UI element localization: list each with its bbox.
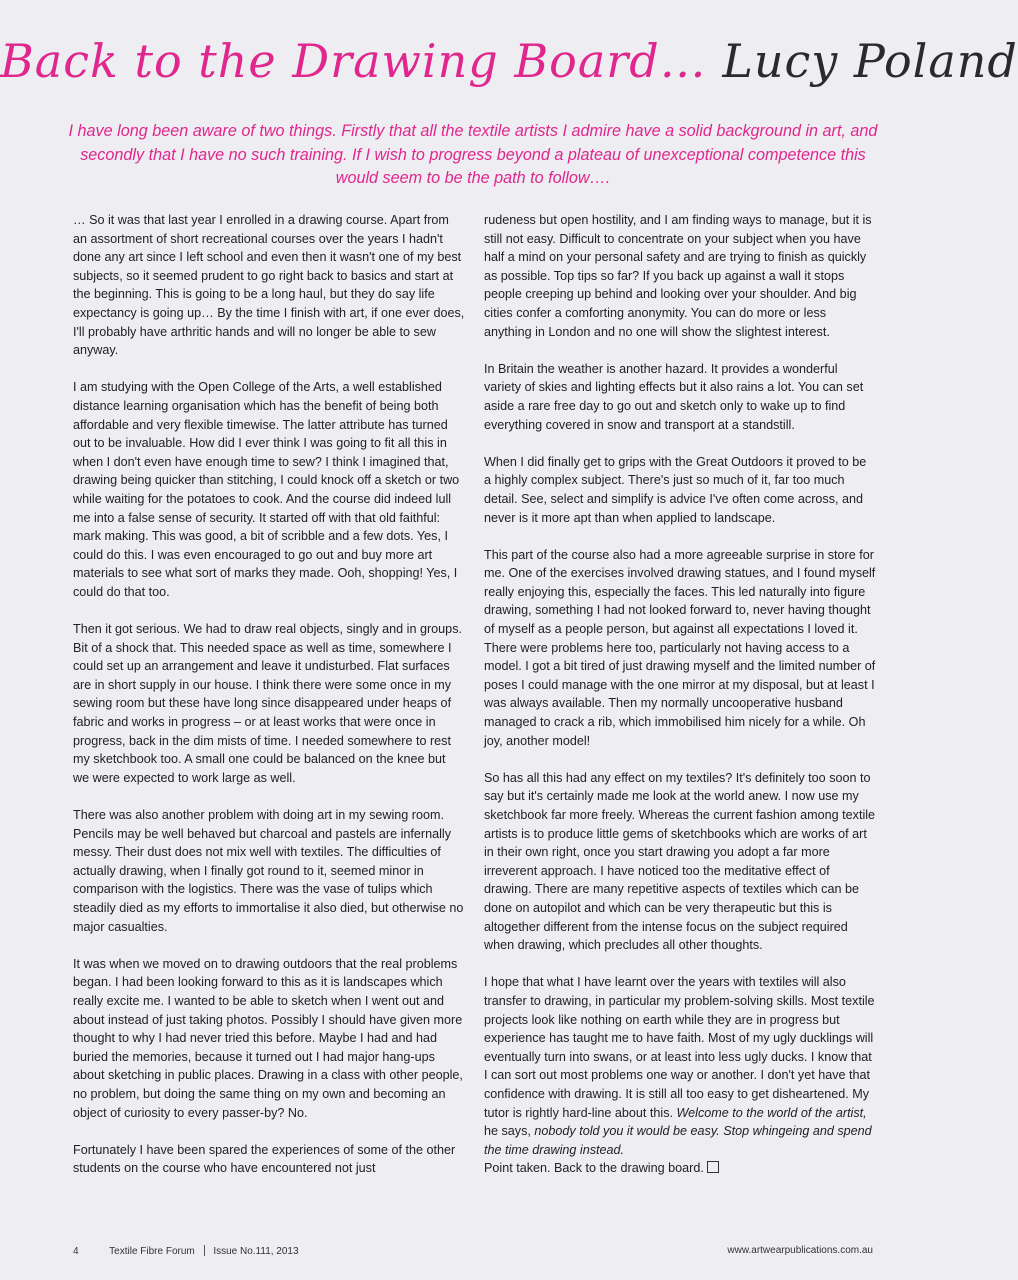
paragraph: In Britain the weather is another hazard. It provides a wonderful variety of skies and lighting effects but it also rains a lot. You can set aside a rare free day to go out and sketch only to wake up to find everything covered in snow and transport at a standstill. [484,361,864,432]
paragraph: When I did finally get to grips with the Great Outdoors it proved to be a highly complex subject. There's just so much of it, far too much detail. See, select and simplify is advice I've often come across, and never is it more apt than when applied to landscape. [484,454,867,525]
paragraph: There was also another problem with doing art in my sewing room. Pencils may be well behaved but charcoal and pastels are infernally messy. Their dust does not mix well with textiles. The difficulties of actually drawing, when I finally got round to it, seemed minor in comparison with the logistics. There was the vase of tulips which steadily died as my efforts to immortalise it also died, but otherwise no major casualties. [73,808,464,934]
paragraph: rudeness but open hostility, and I am finding ways to manage, but it is still not easy. Difficult to concentrate on your subject when you have half a mind on your personal safety and are trying to finish as quickly as possible. Top tips so far? If you back up against a wall it stops people creeping up behind and looking over your shoulder. And big cities confer a comforting anonymity. You can do more or less anything in London and no one will show the slightest interest. [484,213,872,339]
paragraph: So has all this had any effect on my textiles? It's definitely too soon to say but it's certainly made me look at the world anew. I now use my sketchbook far more freely. Whereas the current fashion among textile artists is to produce little gems of sketchbooks which are works of art in their own right, once you start drawing you adopt a far more irreverent approach. I have noticed too the meditative effect of drawing. There are many repetitive aspects of textiles which can be done on autopilot and which can be very therapeutic but this is altogether different from the intense focus on the subject required when drawing, which precludes all other thoughts. [484,770,876,953]
right-column [484,211,876,1178]
article-title [0,34,1018,88]
quote-italic: Welcome to the world of the artist, [676,1105,867,1120]
issue-info: Issue No.111, 2013 [213,1246,299,1257]
end-mark-icon [707,1161,719,1173]
paragraph: Fortunately I have been spared the experiences of some of the other students on the course who have encountered not just [73,1142,456,1176]
magazine-name: Textile Fibre Forum [109,1246,195,1257]
paragraph-final [484,973,876,1178]
title-text: Back to the Drawing Board… [0,34,707,88]
page-number: 4 [73,1246,79,1257]
paragraph: It was when we moved on to drawing outdoors that the real problems began. I had been looking forward to this as it is landscapes which really excite me. I wanted to be able to sketch when I went out and about instead of just taking photos. Possibly I should have given more thought to why I had never tried this before. Maybe I had and had buried the memories, because it turned out I had major hang-ups about sketching in public places. Drawing in a class with other people, no problem, but doing the same thing on my own and becoming an object of curiosity to every passer-by? No. [73,956,463,1120]
paragraph: … So it was that last year I enrolled in a drawing course. Apart from an assortment of short recreational courses over the years I hadn't done any art since I left school and even then it wasn't one of my best subjects, so it seemed prudent to go right back to basics and start at the beginning. This is going to be a long haul, but they do say life expectancy is going up… By the time I finish with art, if one ever does, I'll probably have arthritic hands and will no longer be able to sew anyway. [73,213,465,358]
paragraph-text: I hope that what I have learnt over the years with textiles will also transfer to drawing, in particular my problem-solving skills. Most textile projects look like nothing on earth while they are in progress but experience has taught me to have faith. Most of my ugly ducklings will eventually turn into swans, or at least into less ugly ducks. I know that I can sort out most problems one way or another. I don't yet have that confidence with drawing. It is still all too easy to get disheartened. My tutor is rightly hard-line about this. [484,975,875,1120]
quote-italic: nobody told you it would be easy. Stop whingeing and spend the time drawing instead. [484,1124,872,1157]
footer-url[interactable]: www.artwearpublications.com.au [727,1245,873,1256]
paragraph: This part of the course also had a more agreeable surprise in store for me. One of the exercises involved drawing statues, and I found myself really enjoying this, especially the faces. This led naturally into figure drawing, something I had not looked forward to, never having thought of myself as a people person, but against all expectations I loved it. There were problems here too, particularly not having access to a model. I got a bit tired of just drawing myself and the limited number of poses I could manage with the one mirror at my disposal, but at least I was always available. Then my normally uncooperative husband managed to crack a rib, which immobilised him nicely for a while. Oh joy, another model! [484,547,876,748]
intro-standfirst: I have long been aware of two things. Firstly that all the textile artists I admire have a solid background in art, and secondly that I have no such training. If I wish to progress beyond a plateau of unexceptional competence this would seem to be the path to follow…. [68,122,878,187]
footer-divider [204,1245,205,1256]
paragraph: Then it got serious. We had to draw real objects, singly and in groups. Bit of a shock that. This needed space as well as time, somewhere I could set up an arrangement and leave it undisturbed. Flat surfaces are in short supply in our house. I think there were some once in my sewing room but these have long since disappeared under heaps of fabric and works in progress – or at least works that were once in progress, back in the dim mists of time. I needed somewhere to rest my sketchbook too. A small one could be balanced on the knee but we were expected to work large as well. [73,622,462,785]
footer-left [73,1245,299,1257]
paragraph: I am studying with the Open College of the Arts, a well established distance learning organisation which has the benefit of being both affordable and very flexible timewise. The latter attribute has turned out to be invaluable. How did I ever think I was going to fit all this in when I don't even have enough time to sew? I think I imagined that, drawing being quicker than stitching, I could knock off a sketch or two while waiting for the potatoes to cook. And the course did indeed lull me into a false sense of security. It started off with that old faithful: mark making. This was good, a bit of scribble and a few dots. Yes, I could do this. I was even encouraged to go out and buy more art materials to see what sort of marks they made. Ooh, shopping! Yes, I could do that too. [73,380,460,599]
left-column [73,211,465,1178]
author-name: Lucy Poland [722,34,1018,88]
paragraph-text: he says, [484,1124,531,1139]
closing-line: Point taken. Back to the drawing board. [484,1161,704,1176]
